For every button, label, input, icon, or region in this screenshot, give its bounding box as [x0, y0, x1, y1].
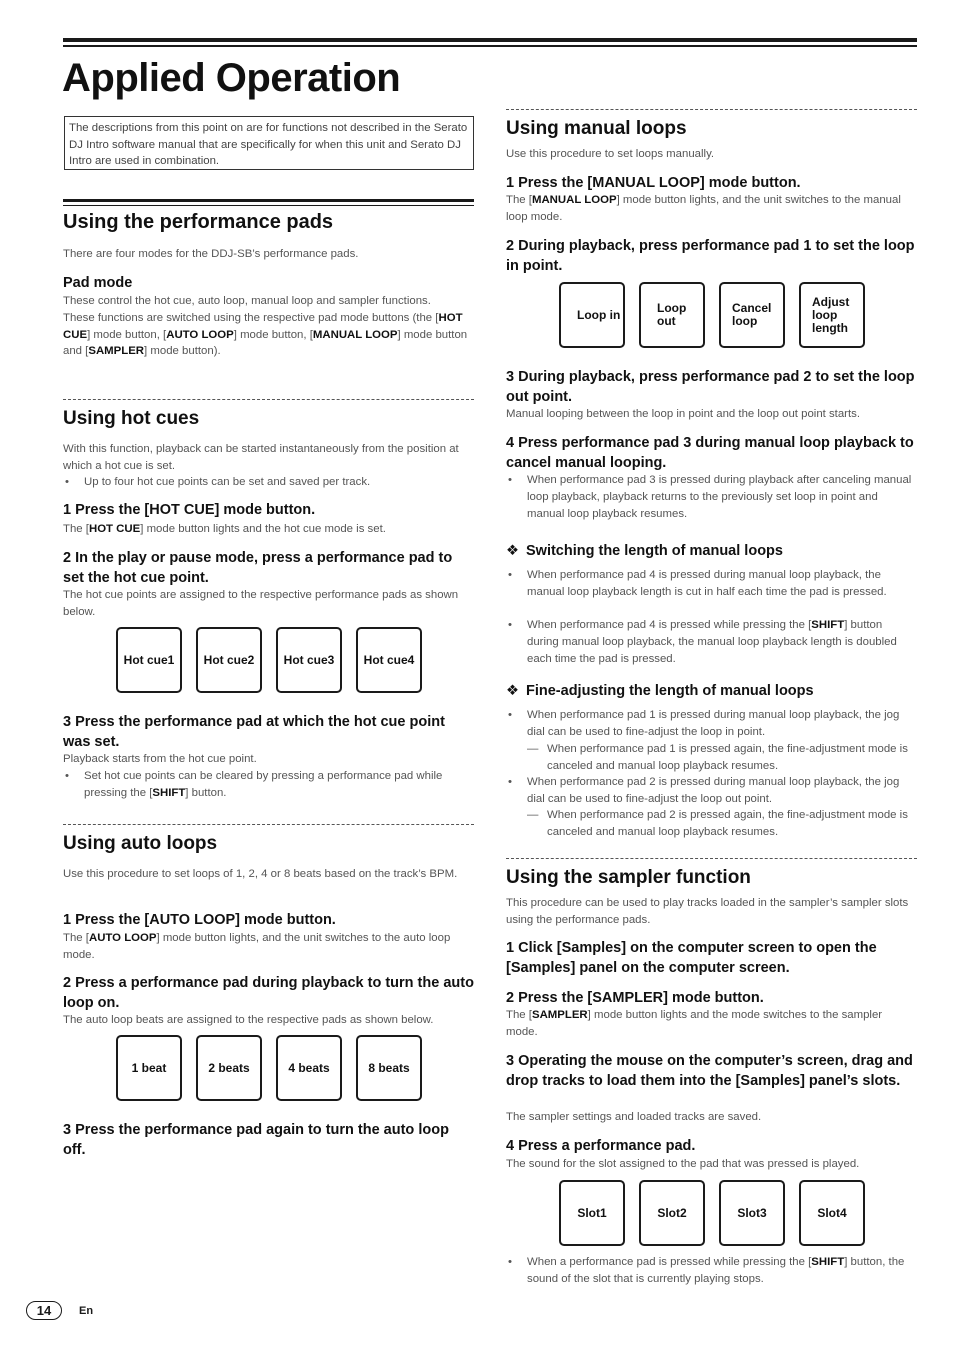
manual-loops-step-1: 1 Press the [MANUAL LOOP] mode button.: [506, 175, 801, 191]
heading-performance-pads: Using the performance pads: [63, 211, 334, 233]
heading-auto-loops: Using auto loops: [63, 833, 218, 854]
pad-slot-1: Slot1: [559, 1180, 625, 1246]
sampler-intro: This procedure can be used to play tracks loaded in the sampler’s sampler slots using the performance pads.: [506, 897, 909, 926]
pad-1-beat: 1 beat: [116, 1035, 182, 1101]
sampler-step-3-text: The sampler settings and loaded tracks are saved.: [506, 1111, 762, 1123]
page-title: Applied Operation: [62, 56, 401, 100]
hot-cues-step-2-text: The hot cue points are assigned to the respective performance pads as shown below.: [63, 589, 459, 618]
heading-switching-length: ❖ Switching the length of manual loops: [506, 543, 783, 559]
hot-cues-step-2: 2 In the play or pause mode, press a performance pad to set the hot cue point.: [63, 550, 453, 586]
auto-loops-intro: Use this procedure to set loops of 1, 2, 4 or 8 beats based on the track’s BPM.: [63, 868, 458, 880]
pad-slot-3: Slot3: [719, 1180, 785, 1246]
sampler-step-2-text: The [SAMPLER] mode button lights and the mode switches to the sampler mode.: [506, 1009, 883, 1038]
fine-dash-2: — When performance pad 2 is pressed again, the fine-adjustment mode is canceled and manual loop playback resumes.: [506, 807, 917, 841]
divider-manual-loops: [506, 109, 917, 110]
sampler-step-3: 3 Operating the mouse on the computer’s screen, drag and drop tracks to load them into the [Samples] panel’s slots.: [506, 1053, 913, 1089]
manual-loops-step-2: 2 During playback, press performance pad 1 to set the loop in point.: [506, 238, 915, 274]
section-rule-performance-pads: [63, 199, 474, 206]
top-rule-thick: [63, 38, 917, 42]
manual-loops-step-4: 4 Press performance pad 3 during manual loop playback to cancel manual looping.: [506, 435, 914, 471]
sampler-step-2: 2 Press the [SAMPLER] mode button.: [506, 990, 764, 1006]
hot-cues-step-3-text: Playback starts from the hot cue point.: [63, 753, 257, 765]
manual-loops-step-3-text: Manual looping between the loop in point and the loop out point starts.: [506, 408, 860, 420]
hot-cues-step-3: 3 Press the performance pad at which the hot cue point was set.: [63, 714, 445, 750]
language-label: En: [79, 1305, 94, 1317]
sampler-step-4-text: The sound for the slot assigned to the pad that was pressed is played.: [506, 1158, 860, 1170]
hot-cues-bullet-1: • Up to four hot cue points can be set and saved per track.: [63, 474, 474, 491]
pad-4-beats: 4 beats: [276, 1035, 342, 1101]
heading-hot-cues: Using hot cues: [63, 408, 200, 429]
switching-bullet-1: • When performance pad 4 is pressed during manual loop playback, the manual loop playback length is cut in half each time the pad is pressed.: [506, 567, 917, 601]
fine-bullet-1: • When performance pad 1 is pressed during manual loop playback, the jog dial can be used to fine-adjust the loop in point.: [506, 707, 917, 741]
auto-loops-step-1-text: The [AUTO LOOP] mode button lights, and the unit switches to the auto loop mode.: [63, 932, 451, 961]
diamond-icon: ❖: [506, 683, 519, 699]
pad-adjust-loop-length: Adjust loop length: [799, 282, 865, 348]
manual-loops-intro: Use this procedure to set loops manually.: [506, 148, 715, 160]
pad-loop-out: Loop out: [639, 282, 705, 348]
page-number: 14: [26, 1301, 62, 1320]
pad-mode-heading: Pad mode: [63, 275, 133, 291]
pad-mode-text: These control the hot cue, auto loop, manual loop and sampler functions. These functions are switched using the respective pad mode buttons (the [HOT CUE] mode button, [AUTO LOOP] mode button, [MANUAL LOOP] mode button and [SAMPLER] mode button).: [63, 295, 468, 358]
heading-sampler: Using the sampler function: [506, 867, 751, 888]
pad-hot-cue-1: Hot cue1: [116, 627, 182, 693]
manual-loops-step-1-text: The [MANUAL LOOP] mode button lights, and the unit switches to the manual loop mode.: [506, 194, 901, 223]
auto-loops-step-2-text: The auto loop beats are assigned to the respective pads as shown below.: [63, 1014, 434, 1026]
pad-slot-2: Slot2: [639, 1180, 705, 1246]
intro-box: The descriptions from this point on are for functions not described in the Serato DJ Intro software manual that are specifically for when this unit and Serato DJ Intro are used in combination.: [64, 116, 474, 170]
heading-manual-loops: Using manual loops: [506, 118, 687, 139]
pad-hot-cue-2: Hot cue2: [196, 627, 262, 693]
switching-bullet-2: • When performance pad 4 is pressed while pressing the [SHIFT] button during manual loop playback, the manual loop playback length is doubled each time the pad is pressed.: [506, 617, 917, 667]
sampler-step-4: 4 Press a performance pad.: [506, 1138, 696, 1154]
pad-loop-in: Loop in: [559, 282, 625, 348]
hot-cues-step-1: 1 Press the [HOT CUE] mode button.: [63, 502, 316, 518]
hot-cues-step-1-text: The [HOT CUE] mode button lights and the hot cue mode is set.: [63, 523, 386, 535]
sampler-step-1: 1 Click [Samples] on the computer screen to open the [Samples] panel on the computer screen.: [506, 940, 877, 976]
hot-cues-bullet-2: • Set hot cue points can be cleared by pressing a performance pad while pressing the [SHIFT] button.: [63, 768, 463, 802]
fine-dash-1: — When performance pad 1 is pressed again, the fine-adjustment mode is canceled and manual loop playback resumes.: [506, 741, 917, 775]
divider-sampler: [506, 858, 917, 859]
diamond-icon: ❖: [506, 543, 519, 559]
pad-8-beats: 8 beats: [356, 1035, 422, 1101]
pad-slot-4: Slot4: [799, 1180, 865, 1246]
sampler-bullet: • When a performance pad is pressed while pressing the [SHIFT] button, the sound of the slot that is currently playing stops.: [506, 1254, 911, 1288]
hot-cues-intro: With this function, playback can be started instantaneously from the position at which a hot cue is set.: [63, 443, 459, 472]
pad-hot-cue-4: Hot cue4: [356, 627, 422, 693]
auto-loops-step-3: 3 Press the performance pad again to turn the auto loop off.: [63, 1122, 449, 1158]
auto-loops-step-1: 1 Press the [AUTO LOOP] mode button.: [63, 912, 336, 928]
pad-2-beats: 2 beats: [196, 1035, 262, 1101]
manual-loops-step-4-bullet: • When performance pad 3 is pressed during playback after canceling manual loop playback, playback returns to the previously set loop in point and manual loop playback resumes.: [506, 472, 917, 522]
heading-fine-adjusting: ❖ Fine-adjusting the length of manual loops: [506, 683, 814, 699]
pad-cancel-loop: Cancel loop: [719, 282, 785, 348]
divider-hot-cues: [63, 399, 474, 400]
pad-hot-cue-3: Hot cue3: [276, 627, 342, 693]
auto-loops-step-2: 2 Press a performance pad during playback to turn the auto loop on.: [63, 975, 474, 1011]
fine-bullet-2: • When performance pad 2 is pressed during manual loop playback, the jog dial can be used to fine-adjust the loop out point.: [506, 774, 917, 808]
performance-pads-intro: There are four modes for the DDJ-SB’s performance pads.: [63, 248, 359, 260]
manual-loops-step-3: 3 During playback, press performance pad 2 to set the loop out point.: [506, 369, 915, 405]
top-rule-thin: [63, 45, 917, 47]
divider-auto-loops: [63, 824, 474, 825]
